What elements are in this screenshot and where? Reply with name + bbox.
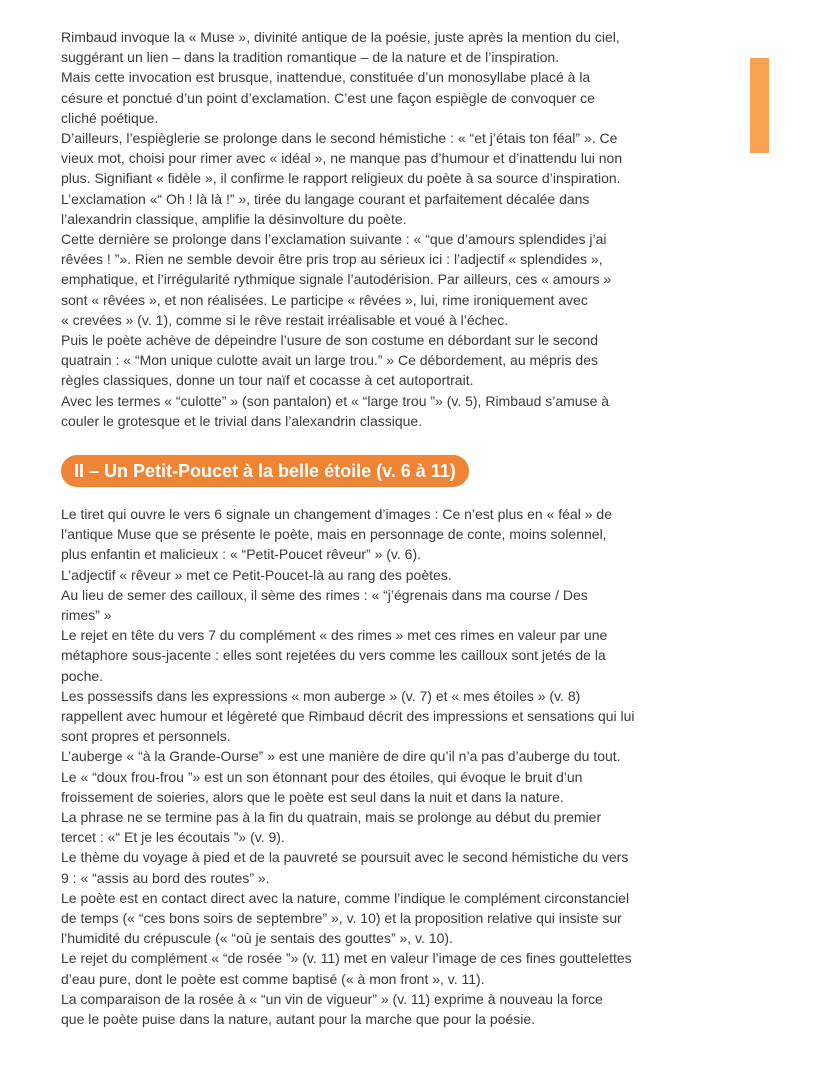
text-line: L’exclamation «“ Oh ! là là !” », tirée du langage courant et parfaitement décalée dans bbox=[61, 190, 590, 207]
text-line: césure et ponctué d’un point d’exclamation. C’est une façon espiègle de convoquer ce bbox=[61, 89, 595, 106]
text-line: suggérant un lien – dans la tradition romantique – de la nature et de l’inspiration. bbox=[61, 49, 560, 66]
text-line: Puis le poète achève de dépeindre l’usure de son costume en débordant sur le second bbox=[61, 332, 599, 349]
text-line: que le poète puise dans la nature, autant pour la marche que pour la poésie. bbox=[61, 1011, 535, 1028]
text-line: L’adjectif « rêveur » met ce Petit-Poucet-là au rang des poètes. bbox=[61, 566, 452, 583]
text-line: l’alexandrin classique, amplifie la désinvolture du poète. bbox=[61, 210, 407, 227]
text-line: sont propres et personnels. bbox=[61, 728, 231, 745]
text-line: Le « “doux frou-frou ”» est un son étonnant pour des étoiles, qui évoque le bruit d’un bbox=[61, 768, 583, 785]
text-line: « crevées » (v. 1), comme si le rêve restait irréalisable et voué à l’échec. bbox=[61, 311, 509, 328]
text-line: froissement de soieries, alors que le poète est seul dans la nuit et dans la nature. bbox=[61, 788, 564, 805]
text-line: La phrase ne se termine pas à la fin du quatrain, mais se prolonge au début du premier bbox=[61, 809, 602, 826]
text-line: emphatique, et l’irrégularité rythmique signale l’autodérision. Par ailleurs, ces « amours » bbox=[61, 271, 612, 288]
page-accent-bar bbox=[750, 58, 769, 153]
text-line: 9 : « “assis au bord des routes” ». bbox=[61, 869, 270, 886]
text-line: poche. bbox=[61, 667, 104, 684]
text-line: métaphore sous-jacente : elles sont rejetées du vers comme les cailloux sont jetés de la bbox=[61, 647, 606, 664]
text-line: rimes” » bbox=[61, 607, 112, 624]
text-line: Mais cette invocation est brusque, inattendue, constituée d’un monosyllabe placé à la bbox=[61, 69, 591, 86]
text-line: Cette dernière se prolonge dans l’exclamation suivante : « “que d’amours splendides j’ai bbox=[61, 231, 607, 248]
text-line: Le poète est en contact direct avec la nature, comme l’indique le complément circonstanciel bbox=[61, 889, 630, 906]
text-line: La comparaison de la rosée à « “un vin de vigueur” » (v. 11) exprime à nouveau la force bbox=[61, 990, 603, 1007]
text-line: cliché poétique. bbox=[61, 109, 159, 126]
text-line: Au lieu de semer des cailloux, il sème des rimes : « “j’égrenais dans ma course / Des bbox=[61, 586, 588, 603]
text-line: Le rejet en tête du vers 7 du complément « des rimes » met ces rimes en valeur par une bbox=[61, 627, 608, 644]
text-line: rêvées ! ”». Rien ne semble devoir être pris trop au sérieux ici : l’adjectif « splendides », bbox=[61, 251, 603, 268]
text-line: quatrain : « “Mon unique culotte avait un large trou.” » Ce débordement, au mépris des bbox=[61, 352, 598, 369]
analysis-paragraph-2 bbox=[61, 504, 701, 1029]
text-line: rappellent avec humour et légèreté que Rimbaud décrit des impressions et sensations qui lui bbox=[61, 708, 635, 725]
text-line: sont « rêvées », et non réalisées. Le participe « rêvées », lui, rime ironiquement avec bbox=[61, 291, 588, 308]
text-line: vieux mot, choisi pour rimer avec « idéal », ne manque pas d’humour et d’inattendu lui non bbox=[61, 150, 623, 167]
text-line: de temps (« “ces bons soirs de septembre” », v. 10) et la proposition relative qui insiste sur bbox=[61, 910, 622, 927]
text-line: l’antique Muse que se présente le poète, mais en personnage de conte, moins solennel, bbox=[61, 526, 607, 543]
text-line: plus. Signifiant « fidèle », il confirme le rapport religieux du poète à sa source d’inspiration. bbox=[61, 170, 621, 187]
text-line: tercet : «“ Et je les écoutais ”» (v. 9). bbox=[61, 829, 285, 846]
text-line: Avec les termes « “culotte” » (son pantalon) et « “large trou ”» (v. 5), Rimbaud s’amuse à bbox=[61, 392, 610, 409]
section-heading: II – Un Petit-Poucet à la belle étoile (v. 6 à 11) bbox=[61, 455, 469, 487]
text-line: Les possessifs dans les expressions « mon auberge » (v. 7) et « mes étoiles » (v. 8) bbox=[61, 687, 581, 704]
text-line: Rimbaud invoque la « Muse », divinité antique de la poésie, juste après la mention du ciel, bbox=[61, 29, 620, 45]
text-line: D’ailleurs, l’espièglerie se prolonge dans le second hémistiche : « “et j’étais ton féal” ». Ce bbox=[61, 130, 618, 147]
text-line: l’humidité du crépuscule (« “où je sentais des gouttes” », v. 10). bbox=[61, 930, 453, 947]
analysis-paragraph-1 bbox=[61, 27, 701, 431]
text-line: plus enfantin et malicieux : « “Petit-Poucet rêveur” » (v. 6). bbox=[61, 546, 422, 563]
text-line: Le tiret qui ouvre le vers 6 signale un changement d’images : Ce n’est plus en « féal » de bbox=[61, 506, 612, 522]
text-line: règles classiques, donne un tour naïf et cocasse à cet autoportrait. bbox=[61, 372, 474, 389]
text-line: Le rejet du complément « “de rosée ”» (v. 11) met en valeur l’image de ces fines gouttelettes bbox=[61, 950, 632, 967]
text-line: Le thème du voyage à pied et de la pauvreté se poursuit avec le second hémistiche du vers bbox=[61, 849, 629, 866]
text-line: L’auberge « “à la Grande-Ourse” » est une manière de dire qu’il n’a pas d’auberge du tout. bbox=[61, 748, 621, 765]
text-line: d’eau pure, dont le poète est comme baptisé (« à mon front », v. 11). bbox=[61, 970, 485, 987]
text-line: couler le grotesque et le trivial dans l’alexandrin classique. bbox=[61, 412, 423, 429]
